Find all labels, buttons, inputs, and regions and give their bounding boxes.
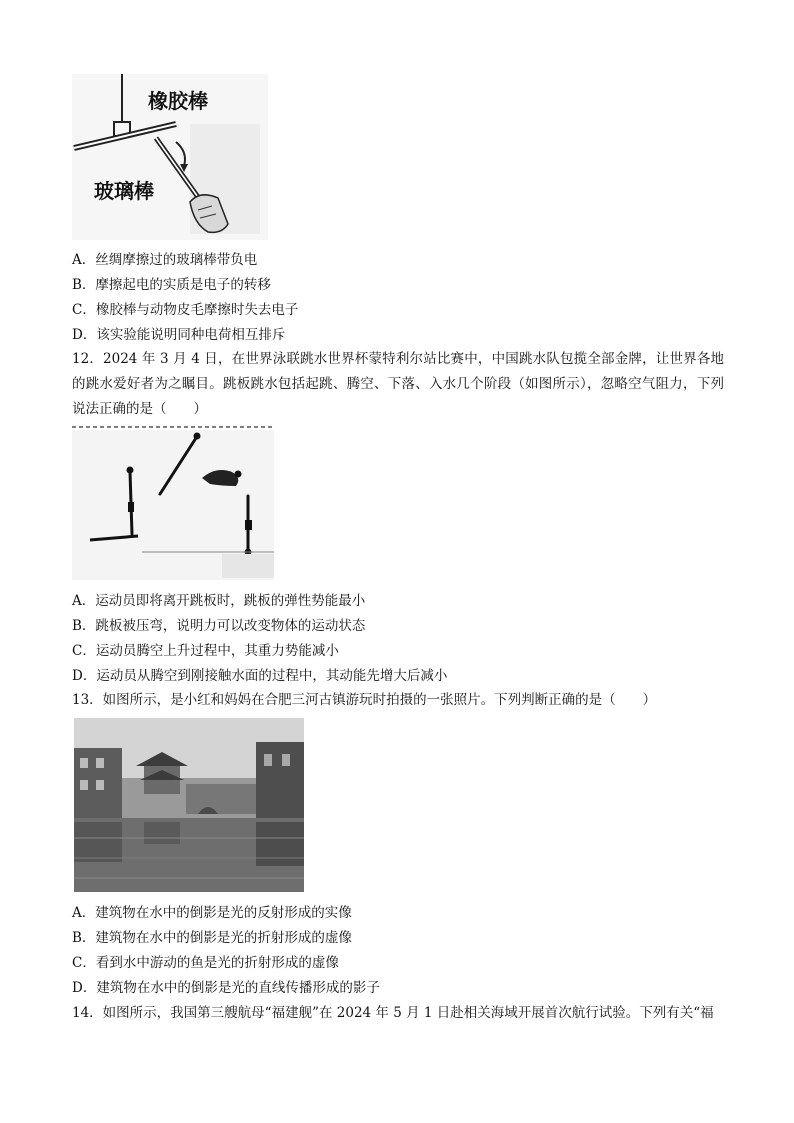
- q12-stem: 12．2024 年 3 月 4 日，在世界泳联跳水世界杯蒙特利尔站比赛中，中国跳水队包揽全部金牌，让世界各地的跳水爱好者为之瞩目。跳板跳水包括起跳、腾空、下落、入水几个阶段（如图所示），忽略空气阻力，下列说法正确的是（ ）: [72, 351, 724, 417]
- q11-figure: [72, 74, 268, 240]
- label-rubber-rod: 橡胶棒: [148, 89, 208, 113]
- q13-stem: 13．如图所示，是小红和妈妈在合肥三河古镇游玩时拍摄的一张照片。下列判断正确的是（ ）: [72, 692, 657, 708]
- q11-option-d: D．该实验能说明同种电荷相互排斥: [72, 327, 286, 343]
- q12-option-c: C．运动员腾空上升过程中，其重力势能减小: [72, 643, 339, 659]
- q11-option-a: A．丝绸摩擦过的玻璃棒带负电: [72, 252, 258, 268]
- label-glass-rod: 玻璃棒: [94, 179, 154, 203]
- q12-option-b: B．跳板被压弯，说明力可以改变物体的运动状态: [72, 618, 366, 634]
- q13-photo: [74, 718, 304, 892]
- q13-option-b: B．建筑物在水中的倒影是光的折射形成的虚像: [72, 930, 352, 946]
- q13-option-c: C．看到水中游动的鱼是光的折射形成的虚像: [72, 955, 339, 971]
- q12-option-d: D．运动员从腾空到刚接触水面的过程中，其动能先增大后减小: [72, 668, 448, 684]
- q11-option-b: B．摩擦起电的实质是电子的转移: [72, 277, 271, 293]
- q13-option-a: A．建筑物在水中的倒影是光的反射形成的实像: [72, 905, 352, 921]
- q13-option-d: D．建筑物在水中的倒影是光的直线传播形成的影子: [72, 980, 380, 996]
- q12-option-a: A．运动员即将离开跳板时，跳板的弹性势能最小: [72, 593, 366, 609]
- q12-figure: [72, 424, 274, 582]
- q14-stem: 14．如图所示，我国第三艘航母“福建舰”在 2024 年 5 月 1 日赴相关海域开展首次航行试验。下列有关“福: [72, 1005, 714, 1021]
- q11-option-c: C．橡胶棒与动物皮毛摩擦时失去电子: [72, 302, 299, 318]
